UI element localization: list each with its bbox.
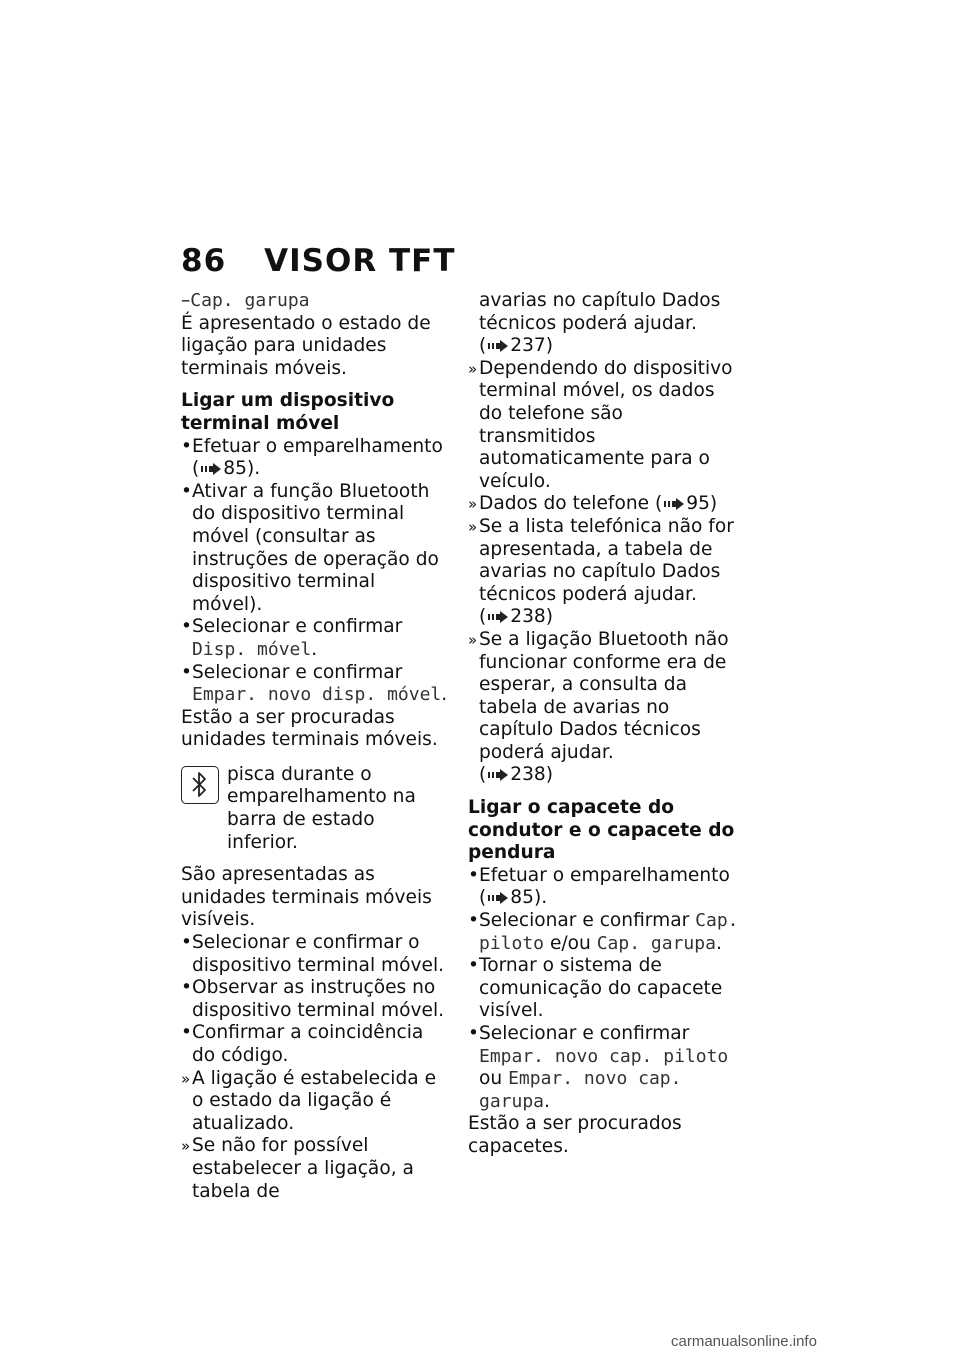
code-text: Disp. móvel	[192, 638, 312, 660]
code-text: Cap. garupa	[190, 290, 310, 311]
bluetooth-note	[181, 764, 451, 854]
page-header	[181, 243, 455, 279]
page-ref: 95	[686, 493, 710, 515]
page-ref: 237	[510, 335, 546, 357]
bullet-item: • Efetuar o emparelhamento ( 85).	[181, 436, 451, 481]
section-heading: Ligar um dispositivo terminal móvel	[181, 390, 395, 434]
paragraph: Estão a ser procuradas unidades terminais móveis.	[181, 706, 438, 751]
bullet-text: Selecionar e confirmar	[192, 616, 403, 638]
left-column	[181, 290, 451, 1203]
dash-prefix: –	[181, 290, 191, 311]
arrow-ref-icon	[664, 498, 684, 510]
bullet-text: Selecionar e confirmar	[479, 910, 696, 932]
bullet-item: • Selecionar e confirmar Disp. móvel.	[181, 616, 451, 661]
page-number: 86	[181, 243, 227, 279]
continued-text: avarias no capítulo Dados técnicos poderá ajudar. ( 237)	[479, 290, 721, 357]
bullet-item: • Selecionar e confirmar Empar. novo disp. móvel.	[181, 662, 451, 707]
code-text: Cap. piloto	[479, 910, 739, 954]
result-item: » Dados do telefone ( 95)	[468, 493, 740, 516]
bullet-item: • Efetuar o emparelhamento ( 85).	[468, 865, 740, 910]
bullet-text: ou	[479, 1068, 509, 1090]
page-ref: 85	[510, 887, 534, 909]
code-text: Empar. novo cap. piloto	[479, 1045, 729, 1067]
watermark-footer: carmanualsonline.info	[671, 1333, 817, 1350]
result-item: » Dependendo do dispositivo terminal móvel, os dados do telefone são transmitidos automaticamente para o veículo.	[468, 358, 740, 494]
code-text: Empar. novo cap. garupa	[479, 1068, 682, 1112]
paragraph: São apresentadas as unidades terminais móveis visíveis.	[181, 864, 432, 931]
bullet-item: • Selecionar e confirmar o dispositivo terminal móvel.	[181, 932, 451, 977]
result-item: » Se a lista telefónica não for apresentada, a tabela de avarias no capítulo Dados técnicos poderá ajudar. ( 238)	[468, 516, 740, 629]
arrow-ref-icon	[201, 463, 221, 475]
continued-text-body: avarias no capítulo Dados técnicos poderá ajudar.	[479, 290, 721, 334]
result-item: » Se não for possível estabelecer a ligação, a tabela de	[181, 1135, 451, 1203]
bullet-item: • Tornar o sistema de comunicação do capacete visível.	[468, 955, 740, 1023]
result-item: » A ligação é estabelecida e o estado da ligação é atualizado.	[181, 1068, 451, 1136]
paragraph: É apresentado o estado de ligação para unidades terminais móveis.	[181, 312, 431, 379]
right-column	[468, 290, 740, 1159]
page-ref: 85	[223, 458, 247, 480]
bullet-item: • Selecionar e confirmar Empar. novo cap. piloto ou Empar. novo cap. garupa.	[468, 1023, 740, 1113]
bluetooth-icon	[181, 766, 219, 804]
result-text: Se a lista telefónica não for apresentada, a tabela de avarias no capítulo Dados técnicos poderá ajudar.	[479, 515, 734, 605]
arrow-ref-icon	[488, 611, 508, 623]
code-text: Empar. novo disp. móvel	[192, 684, 442, 706]
bullet-text: Selecionar e confirmar	[479, 1023, 690, 1044]
bullet-text: Efetuar o emparelhamento	[192, 435, 443, 457]
arrow-ref-icon	[488, 340, 508, 352]
bullet-text: Selecionar e confirmar	[192, 661, 403, 683]
paragraph: Estão a ser procurados capacetes.	[468, 1113, 682, 1157]
dash-item	[181, 290, 451, 313]
result-text: Dados do telefone	[479, 493, 650, 515]
bullet-text: Efetuar o emparelhamento	[479, 864, 730, 886]
arrow-ref-icon	[488, 769, 508, 781]
bluetooth-text: pisca durante o emparelhamento na barra de estado inferior.	[227, 763, 416, 853]
bullet-item: • Observar as instruções no dispositivo terminal móvel.	[181, 977, 451, 1022]
bullet-item: • Selecionar e confirmar Cap. piloto e/ou Cap. garupa.	[468, 910, 740, 955]
result-text: Se a ligação Bluetooth não funcionar conforme era de esperar, a consulta da tabela de avarias no capítulo Dados técnicos poderá ajudar.	[479, 628, 729, 763]
arrow-ref-icon	[488, 892, 508, 904]
page-title: VISOR TFT	[264, 243, 456, 279]
page-ref: 238	[510, 606, 546, 628]
page-ref: 238	[510, 764, 546, 786]
bullet-text: e/ou	[544, 932, 597, 954]
bullet-item: • Ativar a função Bluetooth do dispositivo terminal móvel (consultar as instruções de operação do dispositivo terminal móvel).	[181, 481, 451, 617]
bullet-item: • Confirmar a coincidência do código.	[181, 1022, 451, 1067]
code-text: Cap. garupa	[596, 932, 716, 954]
result-item: » Se a ligação Bluetooth não funcionar conforme era de esperar, a consulta da tabela de avarias no capítulo Dados técnicos poderá ajudar. ( 238)	[468, 629, 740, 787]
section-heading: Ligar o capacete do condutor e o capacete do pendura	[468, 797, 735, 864]
